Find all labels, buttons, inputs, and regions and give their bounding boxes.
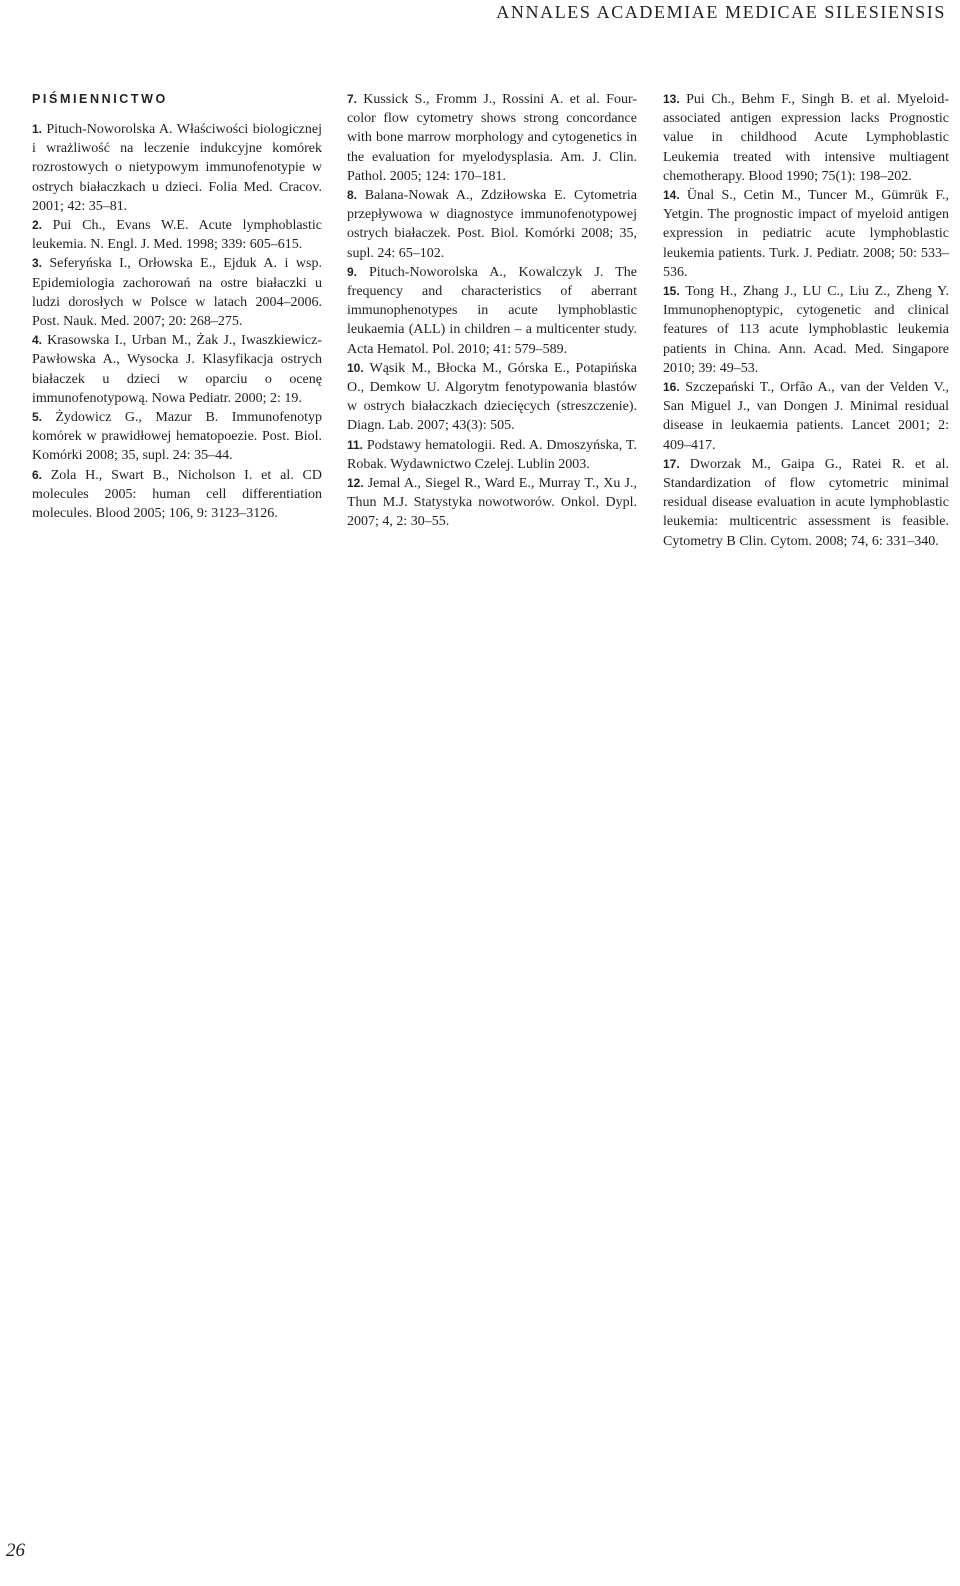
reference-item — [347, 263, 637, 359]
reference-number: 2. — [32, 218, 43, 233]
references-column-2 — [347, 90, 637, 532]
reference-item — [663, 90, 949, 186]
reference-number: 4. — [32, 333, 43, 348]
reference-item — [32, 254, 322, 331]
reference-number: 11. — [347, 437, 364, 452]
reference-item — [32, 466, 322, 524]
reference-item — [347, 186, 637, 263]
journal-title: ANNALES ACADEMIAE MEDICAE SILESIENSIS — [496, 2, 946, 22]
reference-number: 9. — [347, 264, 358, 279]
reference-text: Seferyńska I., Orłowska E., Ejduk A. i wsp. Epidemiologia zachorowań na ostre białaczki u ludzi dorosłych w Polsce w latach 2004–2006. Post. Nauk. Med. 2007; 20: 268–275. — [32, 256, 322, 330]
reference-number: 10. — [347, 360, 364, 375]
reference-text: Wąsik M., Błocka M., Górska E., Potapińska O., Demkow U. Algorytm fenotypowania blastów w ostrych białaczkach dziecięcych (streszczenie). Diagn. Lab. 2007; 43(3): 505. — [347, 360, 637, 434]
references-column-1 — [32, 90, 322, 523]
reference-text: Pituch-Noworolska A. Właściwości biologicznej i wrażliwość na leczenie indukcyjne komórek rozrostowych o nietypowym immunofenotypie w ostrych białaczkach u dzieci. Folia Med. Cracov. 2001; 42: 35–81. — [32, 122, 322, 214]
reference-text: Ünal S., Cetin M., Tuncer M., Gümrük F., Yetgin. The prognostic impact of myeloid antigen expression in pediatric acute lymphoblastic leukemia patients. Turk. J. Pediatr. 2008; 50: 533–536. — [663, 188, 949, 280]
reference-text: Żydowicz G., Mazur B. Immunofenotyp komórek w prawidłowej hematopoezie. Post. Biol. Komórki 2008; 35, supl. 24: 35–44. — [32, 410, 322, 464]
reference-number: 6. — [32, 467, 43, 482]
reference-item — [32, 331, 322, 408]
reference-number: 17. — [663, 456, 680, 471]
reference-number: 3. — [32, 256, 43, 271]
reference-number: 13. — [663, 92, 680, 106]
reference-number: 14. — [663, 188, 680, 203]
reference-number: 15. — [663, 284, 680, 299]
reference-text: Zola H., Swart B., Nicholson I. et al. CD molecules 2005: human cell differentiation molecules. Blood 2005; 106, 9: 3123–3126. — [32, 467, 322, 522]
reference-item — [663, 282, 949, 378]
reference-item — [663, 455, 949, 551]
reference-text: Balana-Nowak A., Zdziłowska E. Cytometria przepływowa w diagnostyce immunofenotypowej ostrych białaczek. Post. Biol. Komórki 2008; 35, supl. 24: 65–102. — [347, 188, 637, 261]
reference-number: 16. — [663, 380, 680, 395]
page-number: 26 — [6, 1540, 25, 1561]
reference-item — [32, 120, 322, 216]
reference-text: Krasowska I., Urban M., Żak J., Iwaszkiewicz-Pawłowska A., Wysocka J. Klasyfikacja ostrych białaczek u dzieci w oparciu o ocenę immunofenotypową. Nowa Pediatr. 2000; 2: 19. — [32, 333, 322, 406]
reference-item — [347, 90, 637, 186]
reference-item — [347, 359, 637, 436]
reference-text: Pui Ch., Behm F., Singh B. et al. Myeloid-associated antigen expression lacks Prognostic value in childhood Acute Lymphoblastic Leukemia treated with intensive multiagent chemotherapy. Blood 1990; 75(1): 198–202. — [663, 92, 949, 184]
reference-text: Tong H., Zhang J., LU C., Liu Z., Zheng Y. Immunophenoptypic, cytogenetic and clinical features of 113 acute lymphoblastic leukemia patients in China. Ann. Acad. Med. Singapore 2010; 39: 49–53. — [663, 284, 949, 376]
reference-text: Pituch-Noworolska A., Kowalczyk J. The frequency and characteristics of aberrant immunophenotypes in acute lymphoblastic leukaemia (ALL) in children – a multicenter study. Acta Hematol. Pol. 2010; 41: 579–589. — [347, 264, 637, 357]
reference-text: Jemal A., Siegel R., Ward E., Murray T., Xu J., Thun M.J. Statystyka nowotworów. Onkol. Dypl. 2007; 4, 2: 30–55. — [347, 476, 637, 530]
reference-item — [347, 474, 637, 532]
reference-item — [663, 378, 949, 455]
reference-item — [347, 436, 637, 474]
section-heading: PIŚMIENNICTWO — [32, 92, 168, 106]
reference-text: Podstawy hematologii. Red. A. Dmoszyńska, T. Robak. Wydawnictwo Czelej. Lublin 2003. — [347, 437, 637, 472]
reference-number: 1. — [32, 122, 43, 136]
reference-text: Kussick S., Fromm J., Rossini A. et al. Four-color flow cytometry shows strong concordance with bone marrow morphology and cytogenetics in the evaluation for myelodysplasia. Am. J. Clin. Pathol. 2005; 124: 170–181. — [347, 92, 637, 184]
reference-text: Pui Ch., Evans W.E. Acute lymphoblastic leukemia. N. Engl. J. Med. 1998; 339: 605–615. — [32, 218, 322, 253]
reference-item — [663, 186, 949, 282]
reference-number: 8. — [347, 188, 358, 203]
reference-item — [32, 216, 322, 254]
reference-item — [32, 408, 322, 466]
reference-number: 12. — [347, 476, 364, 491]
reference-text: Szczepański T., Orfão A., van der Velden V., San Miguel J., van Dongen J. Minimal residual disease in leukaemia patients. Lancet 2001; 2: 409–417. — [663, 380, 949, 453]
reference-number: 7. — [347, 92, 358, 106]
reference-text: Dworzak M., Gaipa G., Ratei R. et al. Standardization of flow cytometric minimal residual disease evaluation in acute lymphoblastic leukemia: multicentric assessment is feasible. Cytometry B Clin. Cytom. 2008; 74, 6: 331–340. — [663, 456, 949, 549]
reference-number: 5. — [32, 410, 43, 425]
references-column-3 — [663, 90, 949, 551]
